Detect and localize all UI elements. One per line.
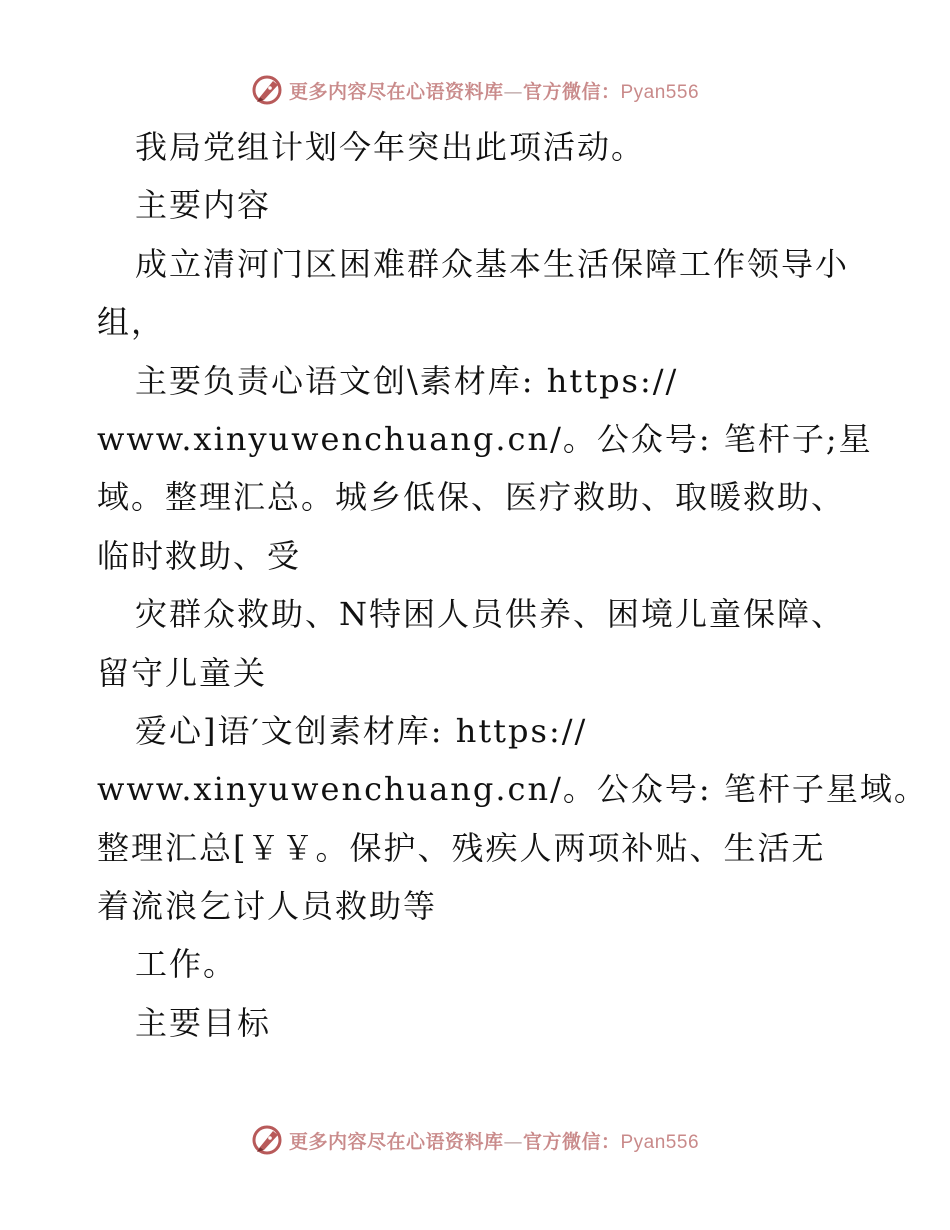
watermark-text — [289, 1127, 699, 1154]
body-line: 着流浪乞讨人员救助等 — [97, 887, 438, 926]
footer-watermark — [0, 1120, 950, 1160]
watermark-wechat-id: Pyan556 — [620, 1131, 700, 1153]
watermark-wechat-label: 官方微信： — [522, 80, 621, 103]
document-body — [97, 118, 928, 1052]
watermark-text — [289, 77, 699, 104]
body-line: 成立清河门区困难群众基本生活保障工作领导小 — [135, 244, 850, 283]
body-line: 灾群众救助、N特困人员供养、困境儿童保障、 — [135, 595, 846, 634]
section-heading-main-goals: 主要目标 — [135, 1003, 272, 1042]
watermark-dash: — — [503, 1130, 523, 1153]
body-line: 组， — [97, 303, 166, 342]
watermark-site-name: 更多内容尽在心语资料库 — [288, 80, 504, 103]
watermark-site-name: 更多内容尽在心语资料库 — [288, 1130, 504, 1153]
body-line: 留守儿童关 — [97, 653, 268, 692]
watermark-dash: — — [503, 80, 523, 103]
pen-nib-logo-icon — [251, 73, 285, 107]
body-line: 整理汇总[￥￥。保护、残疾人两项补贴、生活无 — [97, 828, 826, 867]
body-line: www.xinyuwenchuang.cn/。公众号: 笔杆子星域。 — [97, 770, 928, 809]
header-watermark — [0, 70, 950, 110]
body-line: 爱心]语′文创素材库: https:// — [135, 711, 588, 750]
section-heading-main-content: 主要内容 — [135, 186, 272, 225]
watermark-wechat-id: Pyan556 — [620, 81, 700, 103]
body-line: 临时救助、受 — [97, 536, 302, 575]
pen-nib-logo-icon — [251, 1123, 285, 1157]
watermark-wechat-label: 官方微信： — [522, 1130, 621, 1153]
body-line: 域。整理汇总。城乡低保、医疗救助、取暖救助、 — [97, 478, 846, 517]
body-line: 我局党组计划今年突出此项活动。 — [135, 128, 646, 166]
body-line: www.xinyuwenchuang.cn/。公众号: 笔杆子;星 — [97, 419, 873, 458]
body-line: 工作。 — [135, 945, 238, 984]
body-line: 主要负责心语文创\素材库: https:// — [135, 361, 679, 400]
